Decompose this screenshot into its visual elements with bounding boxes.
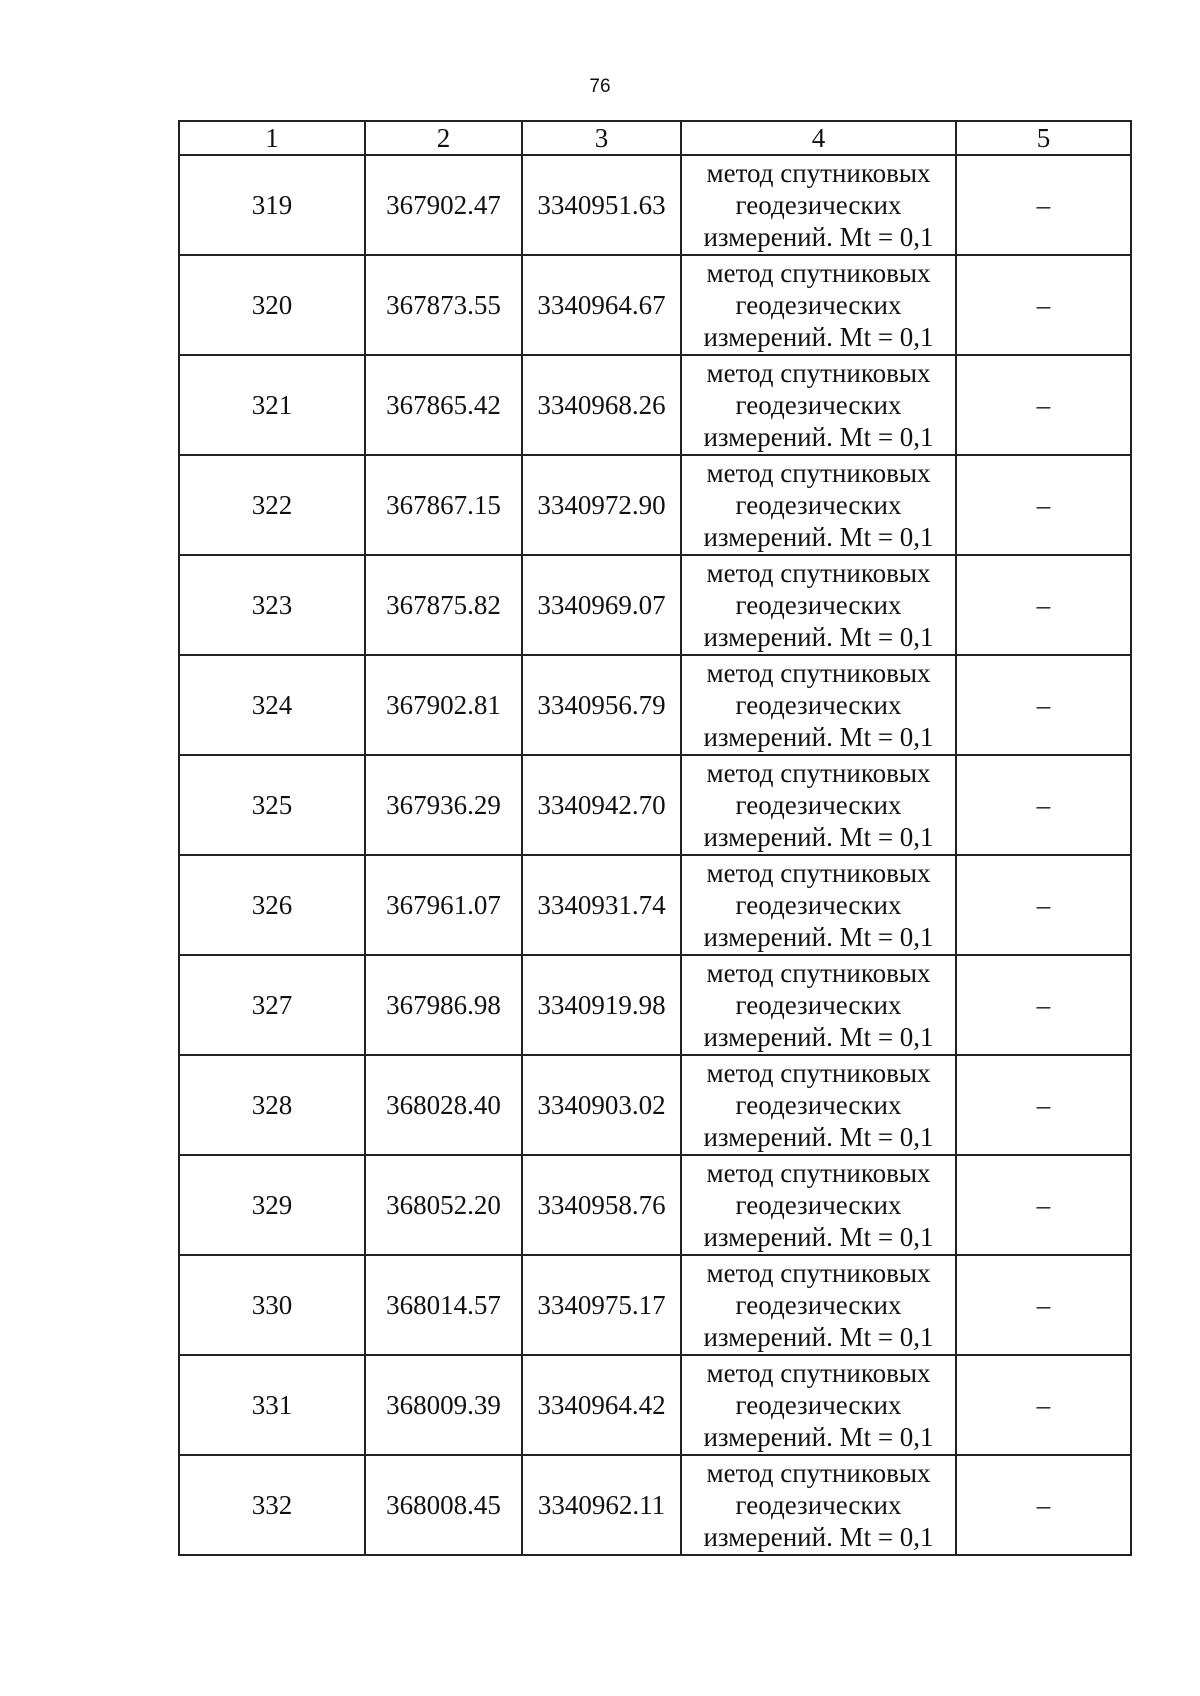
method-line: метод спутниковых (706, 758, 931, 788)
note-cell: – (956, 1155, 1131, 1255)
header-cell-5: 5 (956, 121, 1131, 155)
method-line: геодезических (735, 990, 902, 1020)
y-coordinate-cell: 3340964.42 (522, 1355, 681, 1455)
method-line: измерений. Mt = 0,1 (703, 322, 934, 352)
y-coordinate-cell: 3340903.02 (522, 1055, 681, 1155)
x-coordinate-cell: 368008.45 (365, 1455, 522, 1555)
x-coordinate-cell: 368052.20 (365, 1155, 522, 1255)
method-line: метод спутниковых (706, 958, 931, 988)
method-line: измерений. Mt = 0,1 (703, 422, 934, 452)
table-row (179, 155, 1131, 255)
y-coordinate-cell: 3340956.79 (522, 655, 681, 755)
note-cell: – (956, 555, 1131, 655)
point-number-cell: 328 (179, 1055, 365, 1155)
method-cell (681, 1055, 956, 1155)
table-row (179, 955, 1131, 1055)
y-coordinate-cell: 3340968.26 (522, 355, 681, 455)
header-cell-4: 4 (681, 121, 956, 155)
point-number-cell: 331 (179, 1355, 365, 1455)
method-cell (681, 1155, 956, 1255)
y-coordinate-cell: 3340919.98 (522, 955, 681, 1055)
x-coordinate-cell: 367873.55 (365, 255, 522, 355)
method-line: геодезических (735, 1490, 902, 1520)
header-row (179, 121, 1131, 155)
note-cell: – (956, 655, 1131, 755)
note-cell: – (956, 855, 1131, 955)
x-coordinate-cell: 367875.82 (365, 555, 522, 655)
y-coordinate-cell: 3340969.07 (522, 555, 681, 655)
y-coordinate-cell: 3340972.90 (522, 455, 681, 555)
point-number-cell: 319 (179, 155, 365, 255)
note-cell: – (956, 1355, 1131, 1455)
page-number: 76 (589, 76, 611, 97)
table-row (179, 1455, 1131, 1555)
method-line: метод спутниковых (706, 1458, 931, 1488)
y-coordinate-cell: 3340964.67 (522, 255, 681, 355)
note-cell: – (956, 1255, 1131, 1355)
x-coordinate-cell: 368009.39 (365, 1355, 522, 1455)
y-coordinate-cell: 3340951.63 (522, 155, 681, 255)
method-line: геодезических (735, 190, 902, 220)
x-coordinate-cell: 367865.42 (365, 355, 522, 455)
table-row (179, 655, 1131, 755)
method-line: измерений. Mt = 0,1 (703, 222, 934, 252)
method-line: измерений. Mt = 0,1 (703, 1122, 934, 1152)
method-line: метод спутниковых (706, 158, 931, 188)
note-cell: – (956, 355, 1131, 455)
method-line: измерений. Mt = 0,1 (703, 622, 934, 652)
point-number-cell: 332 (179, 1455, 365, 1555)
table-row (179, 1355, 1131, 1455)
coordinates-table (178, 120, 1132, 1556)
point-number-cell: 323 (179, 555, 365, 655)
note-cell: – (956, 255, 1131, 355)
table-row (179, 255, 1131, 355)
method-cell (681, 855, 956, 955)
note-cell: – (956, 155, 1131, 255)
y-coordinate-cell: 3340975.17 (522, 1255, 681, 1355)
note-cell: – (956, 1055, 1131, 1155)
method-line: геодезических (735, 890, 902, 920)
method-line: измерений. Mt = 0,1 (703, 522, 934, 552)
method-line: измерений. Mt = 0,1 (703, 1322, 934, 1352)
x-coordinate-cell: 367902.81 (365, 655, 522, 755)
x-coordinate-cell: 367961.07 (365, 855, 522, 955)
method-cell (681, 1255, 956, 1355)
point-number-cell: 324 (179, 655, 365, 755)
header-cell-3: 3 (522, 121, 681, 155)
method-line: метод спутниковых (706, 1258, 931, 1288)
method-cell (681, 755, 956, 855)
y-coordinate-cell: 3340958.76 (522, 1155, 681, 1255)
method-line: геодезических (735, 490, 902, 520)
method-line: измерений. Mt = 0,1 (703, 1422, 934, 1452)
note-cell: – (956, 1455, 1131, 1555)
method-line: геодезических (735, 690, 902, 720)
method-line: геодезических (735, 390, 902, 420)
x-coordinate-cell: 368014.57 (365, 1255, 522, 1355)
method-line: геодезических (735, 1290, 902, 1320)
method-line: геодезических (735, 1190, 902, 1220)
table-row (179, 555, 1131, 655)
method-line: измерений. Mt = 0,1 (703, 1222, 934, 1252)
method-line: геодезических (735, 290, 902, 320)
method-cell (681, 555, 956, 655)
method-cell (681, 655, 956, 755)
point-number-cell: 329 (179, 1155, 365, 1255)
method-line: метод спутниковых (706, 658, 931, 688)
table-row (179, 355, 1131, 455)
header-cell-2: 2 (365, 121, 522, 155)
method-cell (681, 1455, 956, 1555)
method-line: метод спутниковых (706, 1058, 931, 1088)
table-row (179, 1155, 1131, 1255)
table-row (179, 755, 1131, 855)
method-cell (681, 255, 956, 355)
point-number-cell: 327 (179, 955, 365, 1055)
table-row (179, 855, 1131, 955)
x-coordinate-cell: 367867.15 (365, 455, 522, 555)
y-coordinate-cell: 3340942.70 (522, 755, 681, 855)
method-cell (681, 455, 956, 555)
method-line: метод спутниковых (706, 858, 931, 888)
point-number-cell: 325 (179, 755, 365, 855)
method-line: геодезических (735, 1390, 902, 1420)
point-number-cell: 330 (179, 1255, 365, 1355)
header-cell-1: 1 (179, 121, 365, 155)
method-line: геодезических (735, 590, 902, 620)
table-row (179, 1255, 1131, 1355)
method-line: метод спутниковых (706, 558, 931, 588)
table-body (179, 155, 1131, 1555)
point-number-cell: 326 (179, 855, 365, 955)
method-cell (681, 1355, 956, 1455)
note-cell: – (956, 755, 1131, 855)
y-coordinate-cell: 3340962.11 (522, 1455, 681, 1555)
method-line: измерений. Mt = 0,1 (703, 1522, 934, 1552)
y-coordinate-cell: 3340931.74 (522, 855, 681, 955)
method-line: измерений. Mt = 0,1 (703, 1022, 934, 1052)
method-line: метод спутниковых (706, 258, 931, 288)
method-line: метод спутниковых (706, 1358, 931, 1388)
x-coordinate-cell: 367936.29 (365, 755, 522, 855)
point-number-cell: 320 (179, 255, 365, 355)
x-coordinate-cell: 368028.40 (365, 1055, 522, 1155)
method-line: метод спутниковых (706, 1158, 931, 1188)
x-coordinate-cell: 367986.98 (365, 955, 522, 1055)
method-line: измерений. Mt = 0,1 (703, 822, 934, 852)
x-coordinate-cell: 367902.47 (365, 155, 522, 255)
method-cell (681, 155, 956, 255)
point-number-cell: 321 (179, 355, 365, 455)
method-cell (681, 355, 956, 455)
note-cell: – (956, 455, 1131, 555)
method-line: метод спутниковых (706, 458, 931, 488)
method-cell (681, 955, 956, 1055)
method-line: метод спутниковых (706, 358, 931, 388)
method-line: измерений. Mt = 0,1 (703, 722, 934, 752)
note-cell: – (956, 955, 1131, 1055)
table-row (179, 1055, 1131, 1155)
table-row (179, 455, 1131, 555)
method-line: измерений. Mt = 0,1 (703, 922, 934, 952)
method-line: геодезических (735, 790, 902, 820)
point-number-cell: 322 (179, 455, 365, 555)
method-line: геодезических (735, 1090, 902, 1120)
